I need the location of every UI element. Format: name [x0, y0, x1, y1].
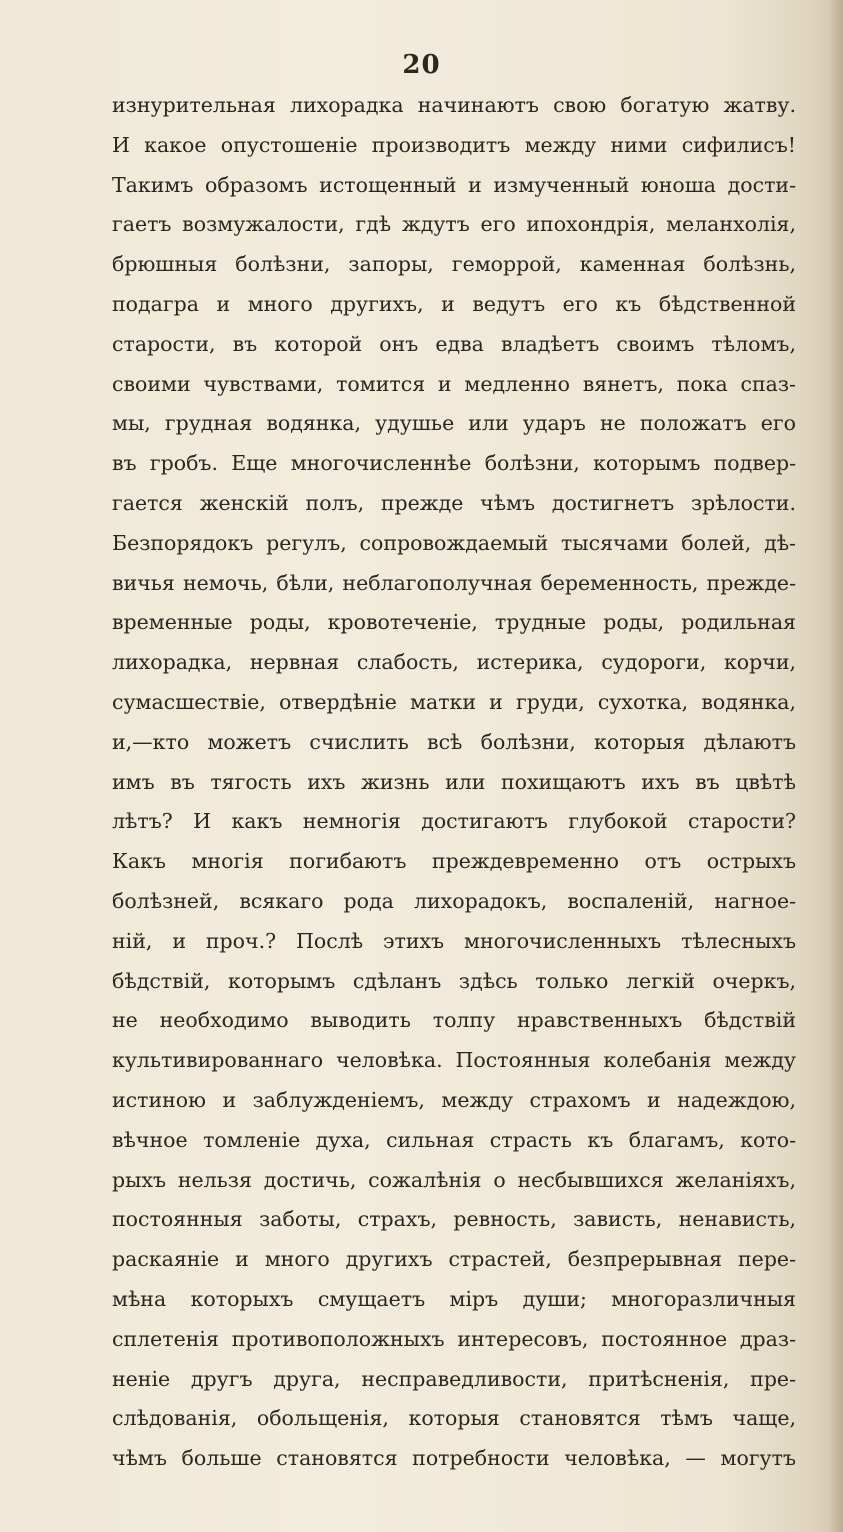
page-text-body	[112, 86, 796, 1479]
text-line: гаетъ возмужалости, гдѣ ждутъ его ипохондрія, меланхолія,	[112, 212, 796, 237]
text-line: имъ въ тягость ихъ жизнь или похищаютъ ихъ въ цвѣтѣ	[112, 769, 796, 794]
text-line: бѣдствій, которымъ сдѣланъ здѣсь только легкій очеркъ,	[112, 968, 796, 993]
text-line: ній, и проч.? Послѣ этихъ многочисленныхъ тѣлесныхъ	[112, 928, 796, 953]
page-edge-shadow	[829, 0, 843, 1532]
text-line: слѣдованія, обольщенія, которыя становятся тѣмъ чаще,	[112, 1406, 796, 1431]
text-line: и,—кто можетъ счислить всѣ болѣзни, которыя дѣлаютъ	[112, 729, 796, 754]
text-line: Безпорядокъ регулъ, сопровождаемый тысячами болей, дѣ-	[112, 530, 796, 555]
text-line: брюшныя болѣзни, запоры, геморрой, каменная болѣзнь,	[112, 252, 796, 277]
text-line: изнурительная лихорадка начинаютъ свою богатую жатву.	[112, 93, 796, 117]
text-line: подагра и много другихъ, и ведутъ его къ бѣдственной	[112, 291, 796, 316]
text-line: сплетенія противоположныхъ интересовъ, постоянное драз-	[112, 1326, 796, 1351]
text-line: не необходимо выводить толпу нравственныхъ бѣдствій	[112, 1008, 796, 1033]
text-line: лихорадка, нервная слабость, истерика, судороги, корчи,	[112, 650, 796, 675]
text-line: раскаяніе и много другихъ страстей, безпрерывная пере-	[112, 1247, 796, 1272]
text-line: своими чувствами, томится и медленно вянетъ, пока спаз-	[112, 371, 796, 396]
text-line: сумасшествіе, отвердѣніе матки и груди, сухотка, водянка,	[112, 689, 796, 714]
text-line: неніе другъ друга, несправедливости, притѣсненія, пре-	[112, 1366, 796, 1391]
text-line: Такимъ образомъ истощенный и измученный юноша дости-	[112, 172, 796, 197]
text-line: истиною и заблужденіемъ, между страхомъ и надеждою,	[112, 1087, 796, 1112]
text-line: мы, грудная водянка, удушье или ударъ не положатъ его	[112, 411, 796, 436]
text-line: мѣна которыхъ смущаетъ міръ души; многоразличныя	[112, 1286, 796, 1311]
text-line: вичья немочь, бѣли, неблагополучная беременность, прежде-	[112, 570, 796, 595]
text-line: гается женскій полъ, прежде чѣмъ достигнетъ зрѣлости.	[112, 490, 796, 515]
page-number: 20	[402, 50, 441, 80]
text-line: болѣзней, всякаго рода лихорадокъ, воспаленій, нагное-	[112, 888, 796, 913]
text-line: И какое опустошеніе производитъ между ними сифилисъ!	[112, 132, 796, 157]
text-line: Какъ многія погибаютъ преждевременно отъ острыхъ	[112, 849, 796, 874]
text-line: рыхъ нельзя достичь, сожалѣнія о несбывшихся желаніяхъ,	[112, 1167, 796, 1192]
text-line: временные роды, кровотеченіе, трудные роды, родильная	[112, 610, 796, 635]
text-line: постоянныя заботы, страхъ, ревность, зависть, ненависть,	[112, 1207, 796, 1232]
text-line: чѣмъ больше становятся потребности человѣка, — могутъ	[112, 1446, 796, 1471]
text-line: старости, въ которой онъ едва владѣетъ своимъ тѣломъ,	[112, 331, 796, 356]
text-line: въ гробъ. Еще многочисленнѣе болѣзни, которымъ подвер-	[112, 451, 796, 476]
text-line: лѣтъ? И какъ немногія достигаютъ глубокой старости?	[112, 809, 796, 834]
text-line: культивированнаго человѣка. Постоянныя колебанія между	[112, 1048, 796, 1073]
text-line: вѣчное томленіе духа, сильная страсть къ благамъ, кото-	[112, 1127, 796, 1152]
